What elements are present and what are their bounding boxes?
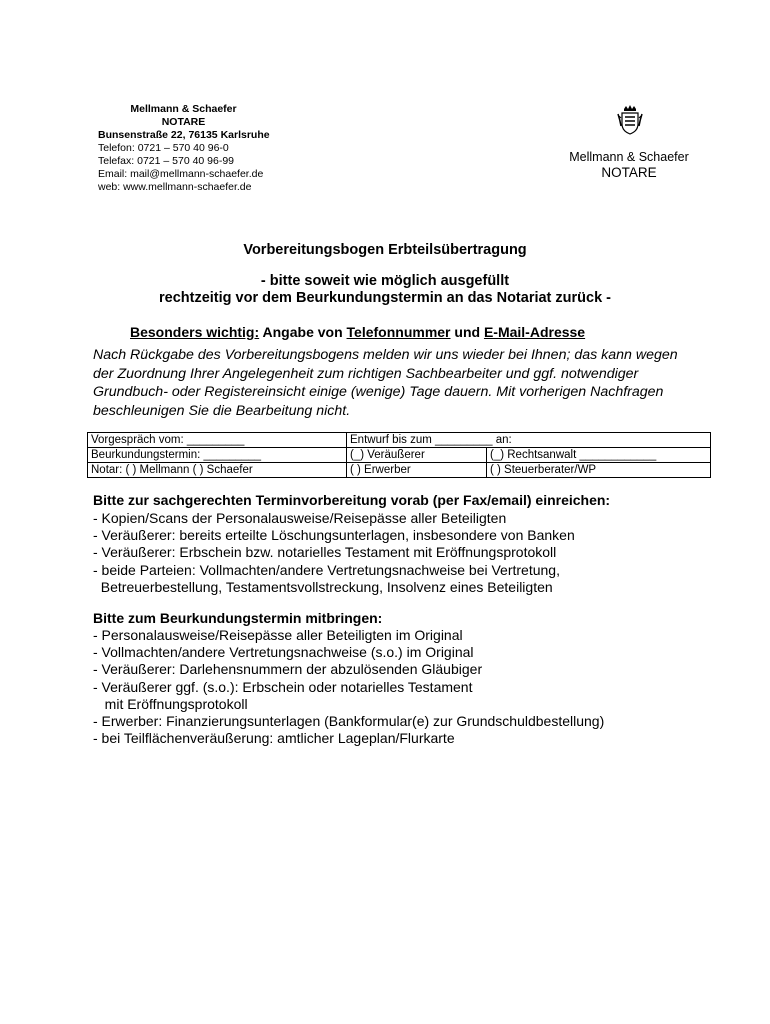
- recipient-office: NOTARE: [601, 165, 657, 180]
- checkbox-notar[interactable]: Notar: ( ) Mellmann ( ) Schaefer: [88, 463, 347, 478]
- sender-fax: Telefax: 0721 – 570 40 96-99: [98, 155, 235, 167]
- intro-paragraph: Nach Rückgabe des Vorbereitungsbogens melden wir uns wieder bei Ihnen; das kann wegen der Zuordnung Ihrer Angelegenheit zum richtigen Sachbearbeiter und ggf. notwendiger Grundbuch- oder Registereinsicht einige (wenige) Tage dauern. Mit vorherigen Nachfragen beschleunigen Sie die Bearbeitung nicht.: [93, 347, 678, 419]
- note-text-2: und: [450, 324, 484, 340]
- list-item: - Kopien/Scans der Personalausweise/Reisepässe aller Beteiligten: [93, 510, 507, 526]
- page-title: Vorbereitungsbogen Erbteilsübertragung: [243, 242, 527, 258]
- list-item: - Erwerber: Finanzierungsunterlagen (Bankformular(e) zur Grundschuldbestellung): [93, 713, 605, 730]
- field-vorgespraech[interactable]: Vorgespräch vom: _________: [88, 433, 347, 448]
- note-text-1: Angabe von: [259, 324, 347, 340]
- field-entwurf[interactable]: Entwurf bis zum _________ an:: [347, 433, 711, 448]
- list-item: - Veräußerer: Erbschein bzw. notarielles Testament mit Eröffnungsprotokoll: [93, 544, 557, 561]
- subtitle-line-2: rechtzeitig vor dem Beurkundungstermin an das Notariat zurück -: [159, 290, 611, 306]
- list-item: mit Eröffnungsprotokoll: [93, 695, 248, 712]
- important-note: [130, 324, 585, 340]
- sender-name: Mellmann & Schaefer: [130, 103, 237, 115]
- recipient-block: [540, 150, 718, 180]
- list-item: - Personalausweise/Reisepässe aller Beteiligten im Original: [93, 627, 463, 643]
- list-item: - Veräußerer: bereits erteilte Löschungsunterlagen, insbesondere von Banken: [93, 527, 575, 544]
- list-item: - beide Parteien: Vollmachten/andere Vertretungsnachweise bei Vertretung,: [93, 561, 560, 578]
- table-row: [88, 433, 711, 448]
- appointment-form-table: [87, 432, 711, 478]
- section-heading-bring: Bitte zum Beurkundungstermin mitbringen:: [93, 610, 383, 626]
- bring-list: [93, 627, 604, 747]
- list-item: - Veräußerer ggf. (s.o.): Erbschein oder notarielles Testament: [93, 678, 473, 695]
- field-beurkundungstermin[interactable]: Beurkundungstermin: _________: [88, 448, 347, 463]
- sender-block: [98, 103, 270, 194]
- section-heading-submit: Bitte zur sachgerechten Terminvorbereitung vorab (per Fax/email) einreichen:: [93, 492, 611, 508]
- submit-list: [93, 510, 575, 596]
- sender-office: NOTARE: [161, 116, 206, 128]
- list-item: - Veräußerer: Darlehensnummern der abzulösenden Gläubiger: [93, 661, 483, 678]
- table-row: [88, 448, 711, 463]
- checkbox-steuerberater[interactable]: ( ) Steuerberater/WP: [487, 463, 711, 478]
- table-row: [88, 463, 711, 478]
- checkbox-rechtsanwalt[interactable]: (_) Rechtsanwalt ____________: [487, 448, 711, 463]
- checkbox-veraeusserer[interactable]: (_) Veräußerer: [347, 448, 487, 463]
- list-item: - bei Teilflächenveräußerung: amtlicher Lageplan/Flurkarte: [93, 730, 455, 747]
- sender-address: Bunsenstraße 22, 76135 Karlsruhe: [98, 129, 270, 141]
- list-item: - Vollmachten/andere Vertretungsnachweise (s.o.) im Original: [93, 644, 474, 661]
- note-email: E-Mail-Adresse: [483, 324, 586, 340]
- checkbox-erwerber[interactable]: ( ) Erwerber: [347, 463, 487, 478]
- recipient-name: Mellmann & Schaefer: [569, 150, 689, 164]
- list-item: Betreuerbestellung, Testamentsvollstreckung, Insolvenz eines Beteiligten: [93, 578, 553, 595]
- note-phone: Telefonnummer: [346, 324, 451, 340]
- crest-icon: [617, 104, 643, 136]
- subtitle-line-1: - bitte soweit wie möglich ausgefüllt: [260, 273, 510, 289]
- sender-phone: Telefon: 0721 – 570 40 96-0: [98, 142, 229, 154]
- important-label: Besonders wichtig:: [130, 324, 260, 340]
- sender-email: Email: mail@mellmann-schaefer.de: [98, 168, 264, 180]
- sender-web: web: www.mellmann-schaefer.de: [98, 181, 252, 193]
